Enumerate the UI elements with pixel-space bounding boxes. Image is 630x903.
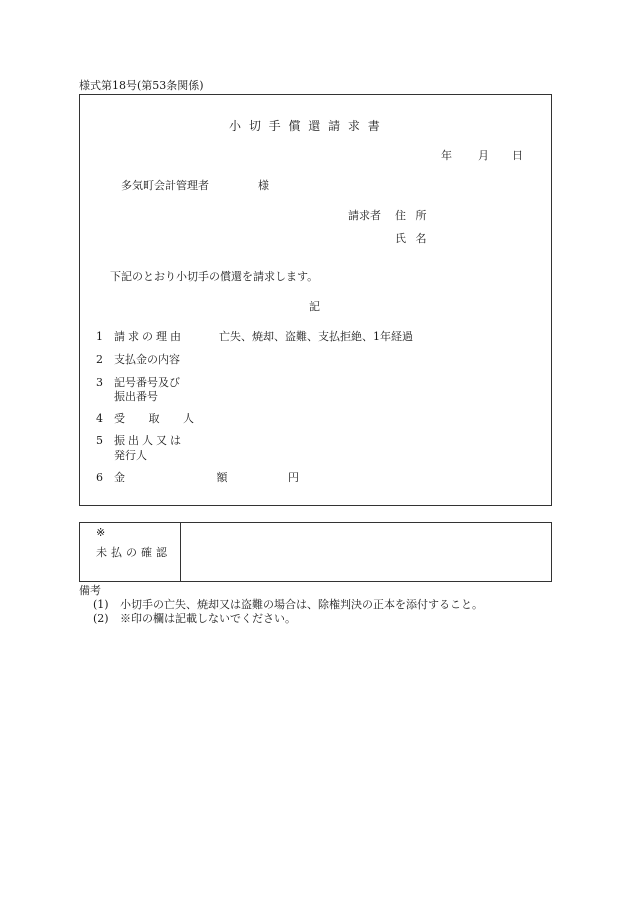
item-6-unit: 円 (288, 471, 299, 484)
confirm-divider (180, 522, 181, 582)
requester-label: 請求者 (348, 209, 381, 222)
addressee-name: 多気町会計管理者 (121, 179, 209, 192)
item-3-label: 記号番号及び (114, 376, 180, 389)
item-3-num: 3 (96, 376, 103, 389)
item-5-label-line2: 発行人 (114, 449, 147, 462)
form-number: 様式第18号(第53条関係) (79, 79, 204, 92)
requester-address-label: 住 所 (395, 209, 430, 222)
notes-heading: 備考 (79, 584, 101, 597)
addressee-honorific: 様 (258, 179, 269, 192)
intro-text: 下記のとおり小切手の償還を請求します。 (110, 270, 319, 283)
item-4-label: 受 取 人 (114, 412, 204, 425)
note-2-text: ※印の欄は記載しないでください。 (120, 612, 296, 625)
item-5-num: 5 (96, 434, 103, 447)
confirm-mark: ※ (96, 526, 106, 539)
item-1-num: 1 (96, 330, 103, 343)
item-5-label: 振出人又は (114, 434, 184, 447)
item-4-num: 4 (96, 412, 103, 425)
note-1-text: 小切手の亡失、焼却又は盗難の場合は、除権判決の正本を添付すること。 (120, 598, 483, 611)
requester-name-label: 氏 名 (395, 232, 430, 245)
confirm-label: 未払の確認 (96, 546, 171, 559)
item-2-label: 支払金の内容 (114, 353, 180, 366)
item-1-value: 亡失、焼却、盗難、支払拒絶、1年経過 (219, 330, 413, 343)
item-2-num: 2 (96, 353, 103, 366)
date-day: 日 (512, 149, 523, 162)
note-1-num: (1) (93, 598, 109, 611)
date-year: 年 (441, 149, 452, 162)
item-1-label: 請求の理由 (114, 330, 184, 343)
item-6-num: 6 (96, 471, 103, 484)
note-2-num: (2) (93, 612, 109, 625)
date-month: 月 (478, 149, 489, 162)
item-3-label-line2: 振出番号 (114, 390, 158, 403)
item-6-label: 金 額 (114, 471, 272, 484)
form-title: 小 切 手 償 還 請 求 書 (229, 119, 382, 133)
ki-heading: 記 (309, 300, 320, 313)
